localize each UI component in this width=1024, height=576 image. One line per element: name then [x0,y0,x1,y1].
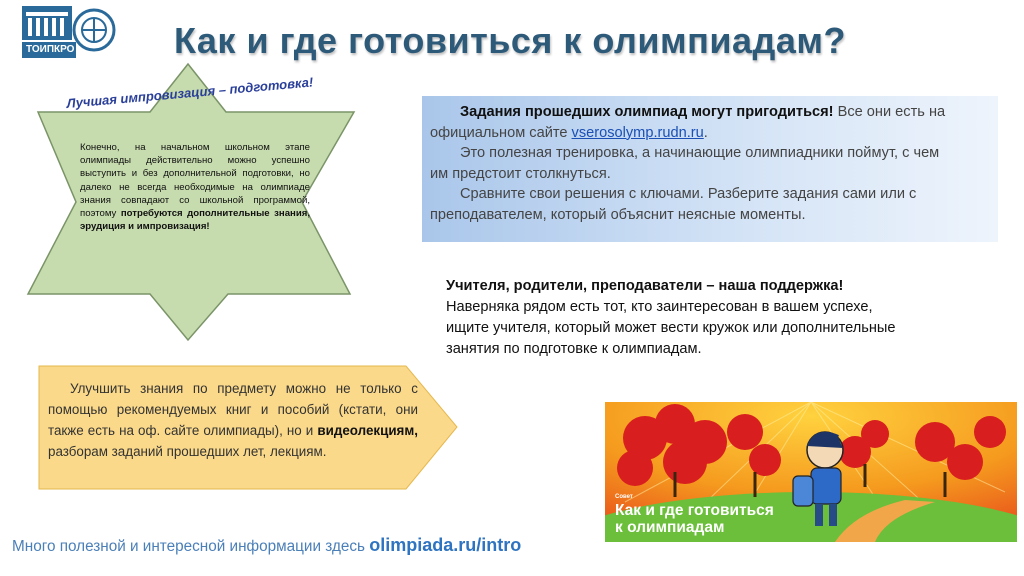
arrow-text-2: разборам заданий прошедших лет, лекциям. [48,444,327,459]
footer [12,535,521,556]
star-text [80,141,310,233]
illustration [605,402,1017,542]
tasks-box [422,96,998,242]
olympiad-site-link[interactable]: vserosolymp.rudn.ru [571,124,704,141]
page-title: Как и где готовиться к олимпиадам? [173,20,847,61]
logo [20,4,116,60]
illustration-caption-line-2: к олимпиадам [615,519,725,536]
arrow-text-1: Улучшить знания по предмету можно не только с помощью рекомендуемых книг и пособий (кстати, они также есть на оф. сайте олимпиады), но и [48,381,418,438]
star-text-bold: потребуются дополнительные знания, эрудиция и импровизация! [80,208,310,233]
support-title: Учителя, родители, преподаватели – наша поддержка! [446,278,844,294]
arrow-text [48,378,418,462]
tasks-p1-text: Все они есть на официальном сайте [430,104,946,141]
illustration-caption-line-1: Как и где готовиться [615,502,774,519]
tasks-paragraph-3: Сравните свои решения с ключами. Разберите задания сами или с преподавателем, который объяснит неясные моменты. [430,186,917,223]
tasks-paragraph-1 [430,102,960,143]
arrow-paragraph [48,378,418,462]
footer-link[interactable]: olimpiada.ru/intro [369,535,522,555]
arrow-text-bold: видеолекциям, [317,423,418,438]
footer-text: Много полезной и интересной информации здесь [12,538,370,555]
support-block [446,276,916,360]
tasks-p1-end: . [703,124,708,141]
illustration-label-small: Совет [615,494,633,500]
support-text: Наверняка рядом есть тот, кто заинтересован в вашем успехе, ищите учителя, который может вести кружок или дополнительные занятия по подготовке к олимпиадам. [446,299,896,357]
star-text-plain: Конечно, на начальном школьном этапе олимпиады действительно можно успешно выступить и без дополнительной подготовки, но далеко не всегда необходимые на олимпиаде знания совпадают со школьной программой, поэтому [80,142,310,220]
tasks-paragraph-2: Это полезная тренировка, а начинающие олимпиадники поймут, с чем им предстоит столкнуться. [430,145,940,182]
tasks-text [430,102,960,225]
logo-text: ТОИПКРО [26,44,75,55]
illustration-caption [615,502,774,536]
star-title: Лучшая импровизация – подготовка! [66,74,314,111]
tasks-p1-bold: Задания прошедших олимпиад могут пригодиться! [460,104,834,120]
